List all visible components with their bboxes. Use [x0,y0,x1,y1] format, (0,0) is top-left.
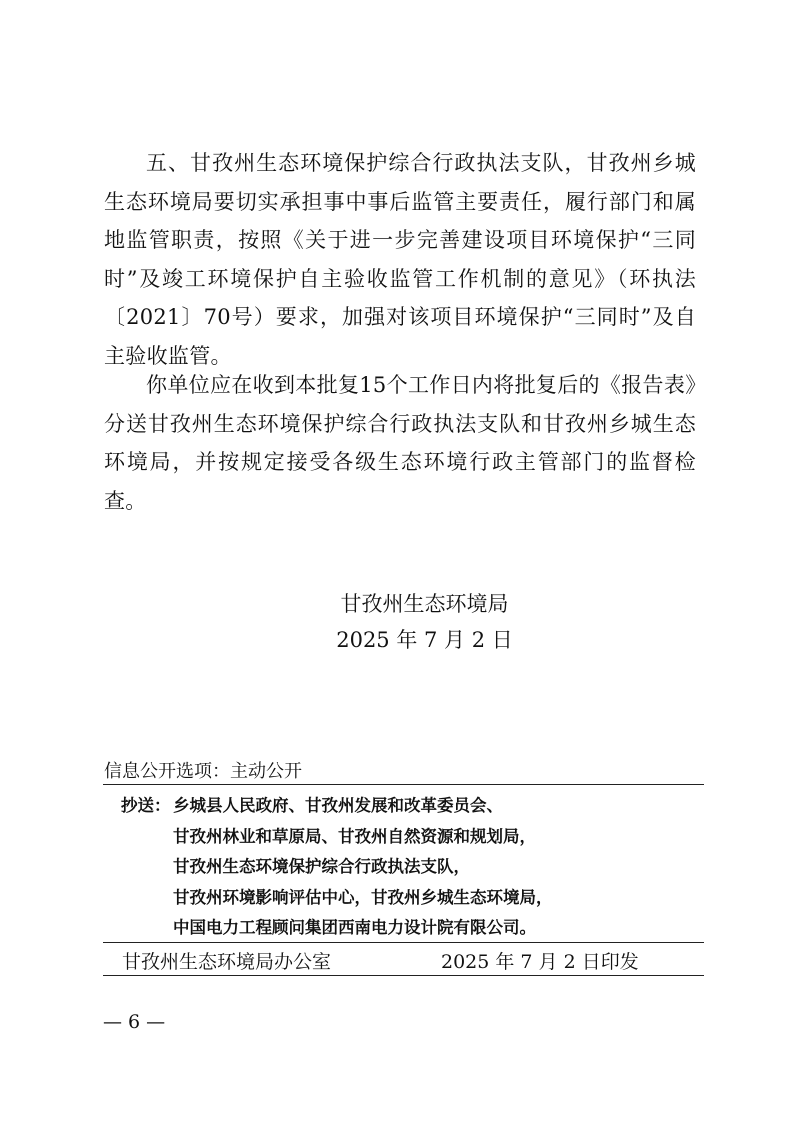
cc-row [121,822,553,853]
cc-row [121,913,553,944]
cc-label: 抄送： [121,796,171,815]
issuer-signature: 甘孜州生态环境局 [340,592,509,616]
cc-recipient: 中国电力工程顾问集团西南电力设计院有限公司。 [173,918,536,938]
cc-block [121,791,553,944]
disclosure-option: 信息公开选项：主动公开 [104,761,302,782]
divider-bottom [103,975,704,976]
print-date: 2025 年 7 月 2 日印发 [441,951,639,973]
cc-row [121,852,553,883]
divider-top [103,784,704,785]
cc-row [121,883,553,914]
body-paragraph-distribution: 你单位应在收到本批复15个工作日内将批复后的《报告表》分送甘孜州生态环境保护综合行政执法支队和甘孜州乡城生态环境局，并按规定接受各级生态环境行政主管部门的监督检查。 [104,373,696,513]
cc-row [121,791,553,822]
page-number: — 6 — [103,1011,166,1033]
printing-office: 甘孜州生态环境局办公室 [122,951,332,973]
divider-middle [103,942,704,943]
cc-recipient: 甘孜州林业和草原局、甘孜州自然资源和规划局， [173,826,536,846]
issue-date: 2025 年 7 月 2 日 [336,628,513,652]
cc-recipient: 乡城县人民政府、甘孜州发展和改革委员会、 [173,796,503,815]
cc-recipient: 甘孜州环境影响评估中心，甘孜州乡城生态环境局， [173,887,553,907]
body-paragraph-supervision: 五、甘孜州生态环境保护综合行政执法支队，甘孜州乡城生态环境局要切实承担事中事后监管主要责任，履行部门和属地监管职责，按照《关于进一步完善建设项目环境保护“三同时”及竣工环境保护自主验收监管工作机制的意见》（环执法〔2021〕70号）要求，加强对该项目环境保护“三同时”及自主验收监管。 [104,151,696,368]
cc-recipient: 甘孜州生态环境保护综合行政执法支队， [173,857,470,877]
